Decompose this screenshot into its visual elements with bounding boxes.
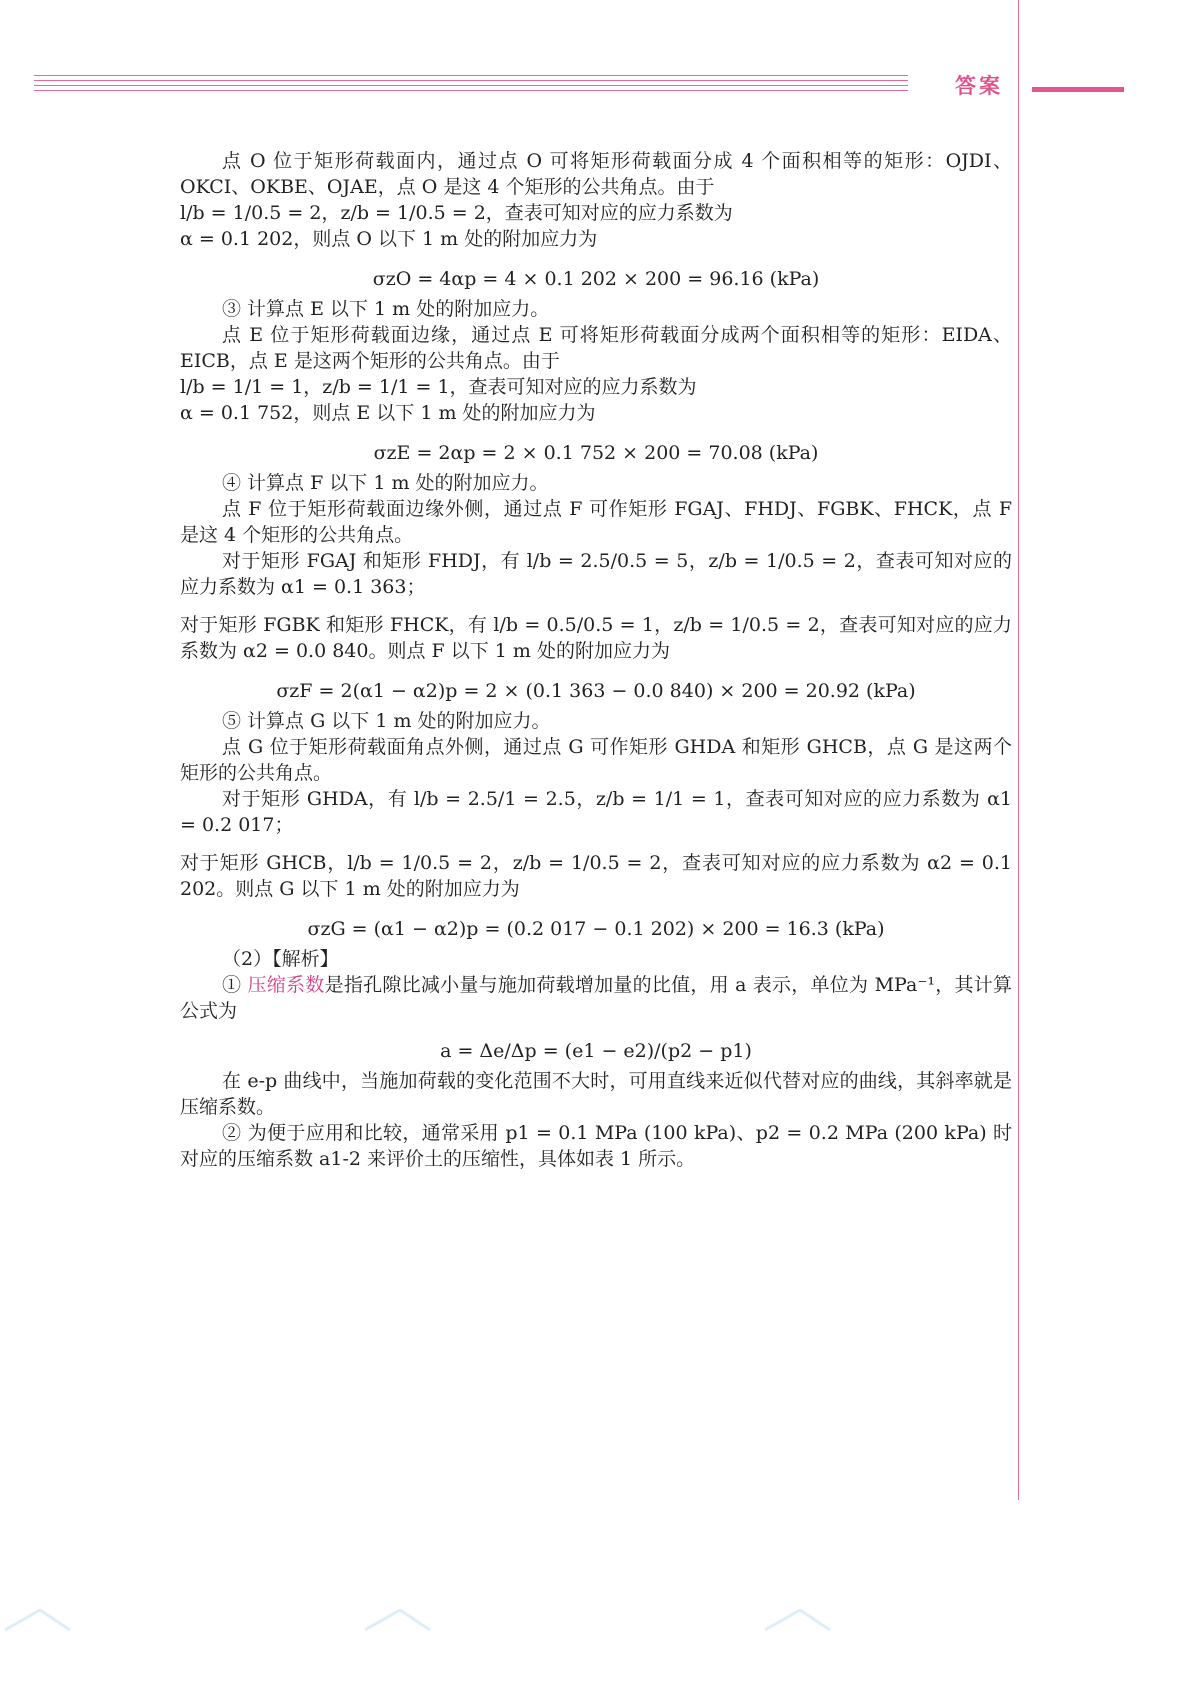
paragraph: ② 为便于应用和比较，通常采用 p1 = 0.1 MPa (100 kPa)、p2 = 0.2 MPa (200 kPa) 时对应的压缩系数 a1-2 来评价土的压缩性，具体如表 1 所示。 [180, 1122, 1012, 1170]
equation: σzE = 2αp = 2 × 0.1 752 × 200 = 70.08 (kPa) [373, 442, 819, 464]
paragraph: 点 F 位于矩形荷载面边缘外侧，通过点 F 可作矩形 FGAJ、FHDJ、FGBK、FHCK，点 F 是这 4 个矩形的公共角点。 [180, 498, 1012, 546]
watermark-icon [360, 1600, 480, 1640]
step-heading: ③ 计算点 E 以下 1 m 处的附加应力。 [222, 298, 550, 320]
paragraph: 对于矩形 FGBK 和矩形 FHCK，有 l/b = 0.5/0.5 = 1，z/b = 1/0.5 = 2，查表可知对应的应力系数为 α2 = 0.0 840。则点 F 以下 1 m 处的附加应力为 [180, 614, 1012, 662]
equation: σzG = (α1 − α2)p = (0.2 017 − 0.1 202) × 200 = 16.3 (kPa) [307, 918, 885, 940]
paragraph: 点 O 位于矩形荷载面内，通过点 O 可将矩形荷载面分成 4 个面积相等的矩形：OJDI、OKCI、OKBE、OJAE，点 O 是这 4 个矩形的公共角点。由于 [180, 150, 1012, 198]
paragraph: ① 压缩系数是指孔隙比减小量与施加荷载增加量的比值，用 a 表示，单位为 MPa⁻¹，其计算公式为 [180, 974, 1012, 1022]
paragraph: 在 e-p 曲线中，当施加荷载的变化范围不大时，可用直线来近似代替对应的曲线，其斜率就是压缩系数。 [180, 1070, 1012, 1118]
header-accent-bar [1032, 87, 1124, 92]
step-heading: ④ 计算点 F 以下 1 m 处的附加应力。 [222, 472, 549, 494]
paragraph: α = 0.1 752，则点 E 以下 1 m 处的附加应力为 [180, 402, 596, 424]
header-title: 答案 [955, 74, 1003, 98]
section-heading: （2）【解析】 [222, 948, 339, 970]
equation: σzF = 2(α1 − α2)p = 2 × (0.1 363 − 0.0 840) × 200 = 20.92 (kPa) [276, 680, 916, 702]
margin-rule [1018, 0, 1019, 1500]
paragraph: 点 E 位于矩形荷载面边缘，通过点 E 可将矩形荷载面分成两个面积相等的矩形：EIDA、EICB，点 E 是这两个矩形的公共角点。由于 [180, 324, 1012, 372]
paragraph: 对于矩形 GHCB，l/b = 1/0.5 = 2，z/b = 1/0.5 = 2，查表可知对应的应力系数为 α2 = 0.1 202。则点 G 以下 1 m 处的附加应力为 [180, 852, 1012, 900]
paragraph: l/b = 1/0.5 = 2，z/b = 1/0.5 = 2，查表可知对应的应力系数为 [180, 202, 733, 224]
paragraph: 对于矩形 GHDA，有 l/b = 2.5/1 = 2.5，z/b = 1/1 = 1，查表可知对应的应力系数为 α1 = 0.2 017； [180, 788, 1012, 836]
paragraph: 对于矩形 FGAJ 和矩形 FHDJ，有 l/b = 2.5/0.5 = 5，z/b = 1/0.5 = 2，查表可知对应的应力系数为 α1 = 0.1 363； [180, 550, 1012, 598]
equation: σzO = 4αp = 4 × 0.1 202 × 200 = 96.16 (kPa) [372, 268, 820, 290]
answer-text [180, 148, 1012, 1172]
paragraph: l/b = 1/1 = 1，z/b = 1/1 = 1，查表可知对应的应力系数为 [180, 376, 697, 398]
equation: a = Δe/Δp = (e1 − e2)/(p2 − p1) [440, 1040, 752, 1062]
keyword: 压缩系数 [247, 974, 325, 996]
header-rule [34, 75, 908, 93]
watermark-icon [0, 1600, 120, 1640]
paragraph: α = 0.1 202，则点 O 以下 1 m 处的附加应力为 [180, 228, 598, 250]
step-heading: ⑤ 计算点 G 以下 1 m 处的附加应力。 [222, 710, 551, 732]
paragraph: 点 G 位于矩形荷载面角点外侧，通过点 G 可作矩形 GHDA 和矩形 GHCB，点 G 是这两个矩形的公共角点。 [180, 736, 1012, 784]
watermark-icon [760, 1600, 880, 1640]
